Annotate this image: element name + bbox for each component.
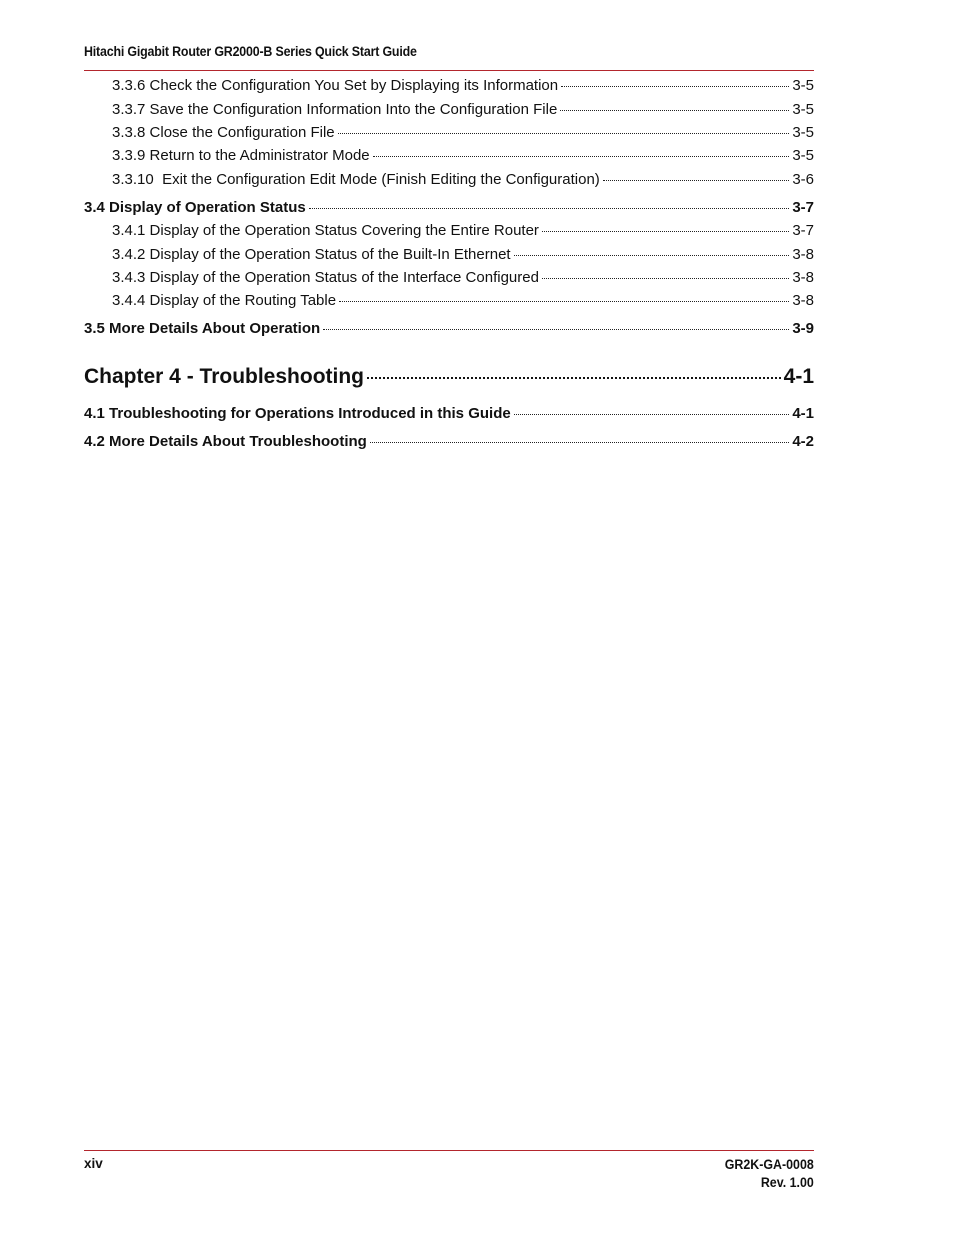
toc-entry-title: Display of the Operation Status Covering the Entire Router	[149, 222, 539, 239]
header-rule	[84, 70, 814, 71]
toc-entry-3-3-10[interactable]	[112, 171, 814, 189]
toc-section-3-5[interactable]	[84, 320, 814, 338]
toc-entry-number: 3.3.7	[112, 101, 146, 118]
dot-leader	[323, 329, 789, 330]
toc-entry-page: 3-6	[792, 171, 814, 188]
toc-entry-page: 3-5	[792, 101, 814, 118]
dot-leader	[542, 278, 789, 279]
toc-entry-number: 3.3.9	[112, 147, 146, 164]
toc-section-4-1[interactable]	[84, 405, 814, 423]
toc-entry-title: Display of Operation Status	[109, 199, 306, 216]
toc-entry-page: 4-1	[792, 405, 814, 422]
page-number: xiv	[84, 1156, 103, 1171]
toc-entry-title: Troubleshooting for Operations Introduced in this Guide	[109, 405, 511, 422]
toc-entry-number: 3.3.10	[112, 171, 154, 188]
toc-entry-number: 3.4.1	[112, 222, 146, 239]
dot-leader	[373, 156, 790, 157]
dot-leader	[309, 208, 790, 209]
dot-leader	[561, 86, 789, 87]
toc-entry-number: 3.4.3	[112, 269, 146, 286]
toc-entry-page: 3-5	[792, 77, 814, 94]
toc-entry-title: Return to the Administrator Mode	[149, 147, 370, 164]
toc-entry-title: Display of the Operation Status of the Interface Configured	[149, 269, 539, 286]
toc-entry-title: Display of the Routing Table	[149, 292, 337, 309]
toc-entry-number: 3.4.2	[112, 246, 146, 263]
toc-entry-page: 3-8	[792, 292, 814, 309]
toc-chapter-title: Chapter 4 - Troubleshooting	[84, 365, 365, 388]
toc-entry-3-4-1[interactable]	[112, 222, 814, 240]
dot-leader	[542, 231, 789, 232]
footer-doc-info	[725, 1156, 814, 1192]
toc-entry-number: 3.4.4	[112, 292, 146, 309]
toc-entry-title: Check the Configuration You Set by Displaying its Information	[149, 77, 559, 94]
toc-entry-title: Display of the Operation Status of the Built-In Ethernet	[149, 246, 511, 263]
toc-entry-number: 3.3.8	[112, 124, 146, 141]
toc-entry-3-3-8[interactable]	[112, 124, 814, 142]
toc-entry-page: 3-7	[792, 199, 814, 216]
toc-section-3-4[interactable]	[84, 199, 814, 217]
toc-entry-title: Save the Configuration Information Into the Configuration File	[149, 101, 558, 118]
revision-label: Rev. 1.00	[761, 1175, 814, 1190]
toc-entry-page: 3-7	[792, 222, 814, 239]
toc-entry-number: 3.3.6	[112, 77, 146, 94]
toc-entry-3-4-4[interactable]	[112, 292, 814, 310]
toc-entry-number: 3.5	[84, 320, 105, 337]
toc-entry-page: 3-9	[792, 320, 814, 337]
toc-entry-page: 4-1	[783, 365, 814, 388]
dot-leader	[367, 377, 781, 379]
toc-entry-page: 4-2	[792, 433, 814, 450]
toc-entry-page: 3-8	[792, 269, 814, 286]
toc-section-4-2[interactable]	[84, 433, 814, 451]
dot-leader	[560, 110, 789, 111]
dot-leader	[514, 414, 790, 415]
toc-entry-3-3-7[interactable]	[112, 101, 814, 119]
toc-entry-number: 3.4	[84, 199, 105, 216]
toc-entry-number: 4.2	[84, 433, 105, 450]
running-header-title: Hitachi Gigabit Router GR2000-B Series Quick Start Guide	[84, 44, 417, 59]
toc-entry-title: Close the Configuration File	[149, 124, 335, 141]
dot-leader	[339, 301, 789, 302]
toc-entry-3-4-3[interactable]	[112, 269, 814, 287]
dot-leader	[603, 180, 790, 181]
toc-entry-page: 3-5	[792, 147, 814, 164]
toc-chapter-4[interactable]	[84, 364, 814, 390]
toc-entry-3-3-6[interactable]	[112, 77, 814, 95]
dot-leader	[514, 255, 790, 256]
toc-entry-3-4-2[interactable]	[112, 246, 814, 264]
dot-leader	[370, 442, 790, 443]
toc-entry-title: More Details About Troubleshooting	[109, 433, 367, 450]
toc-entry-page: 3-8	[792, 246, 814, 263]
toc-entry-page: 3-5	[792, 124, 814, 141]
toc-entry-number: 4.1	[84, 405, 105, 422]
toc-entry-title: Exit the Configuration Edit Mode (Finish Editing the Configuration)	[162, 171, 600, 188]
toc-entry-title: More Details About Operation	[109, 320, 321, 337]
document-id: GR2K-GA-0008	[724, 1157, 814, 1172]
dot-leader	[338, 133, 790, 134]
toc-entry-3-3-9[interactable]	[112, 147, 814, 165]
footer-rule	[84, 1150, 814, 1151]
